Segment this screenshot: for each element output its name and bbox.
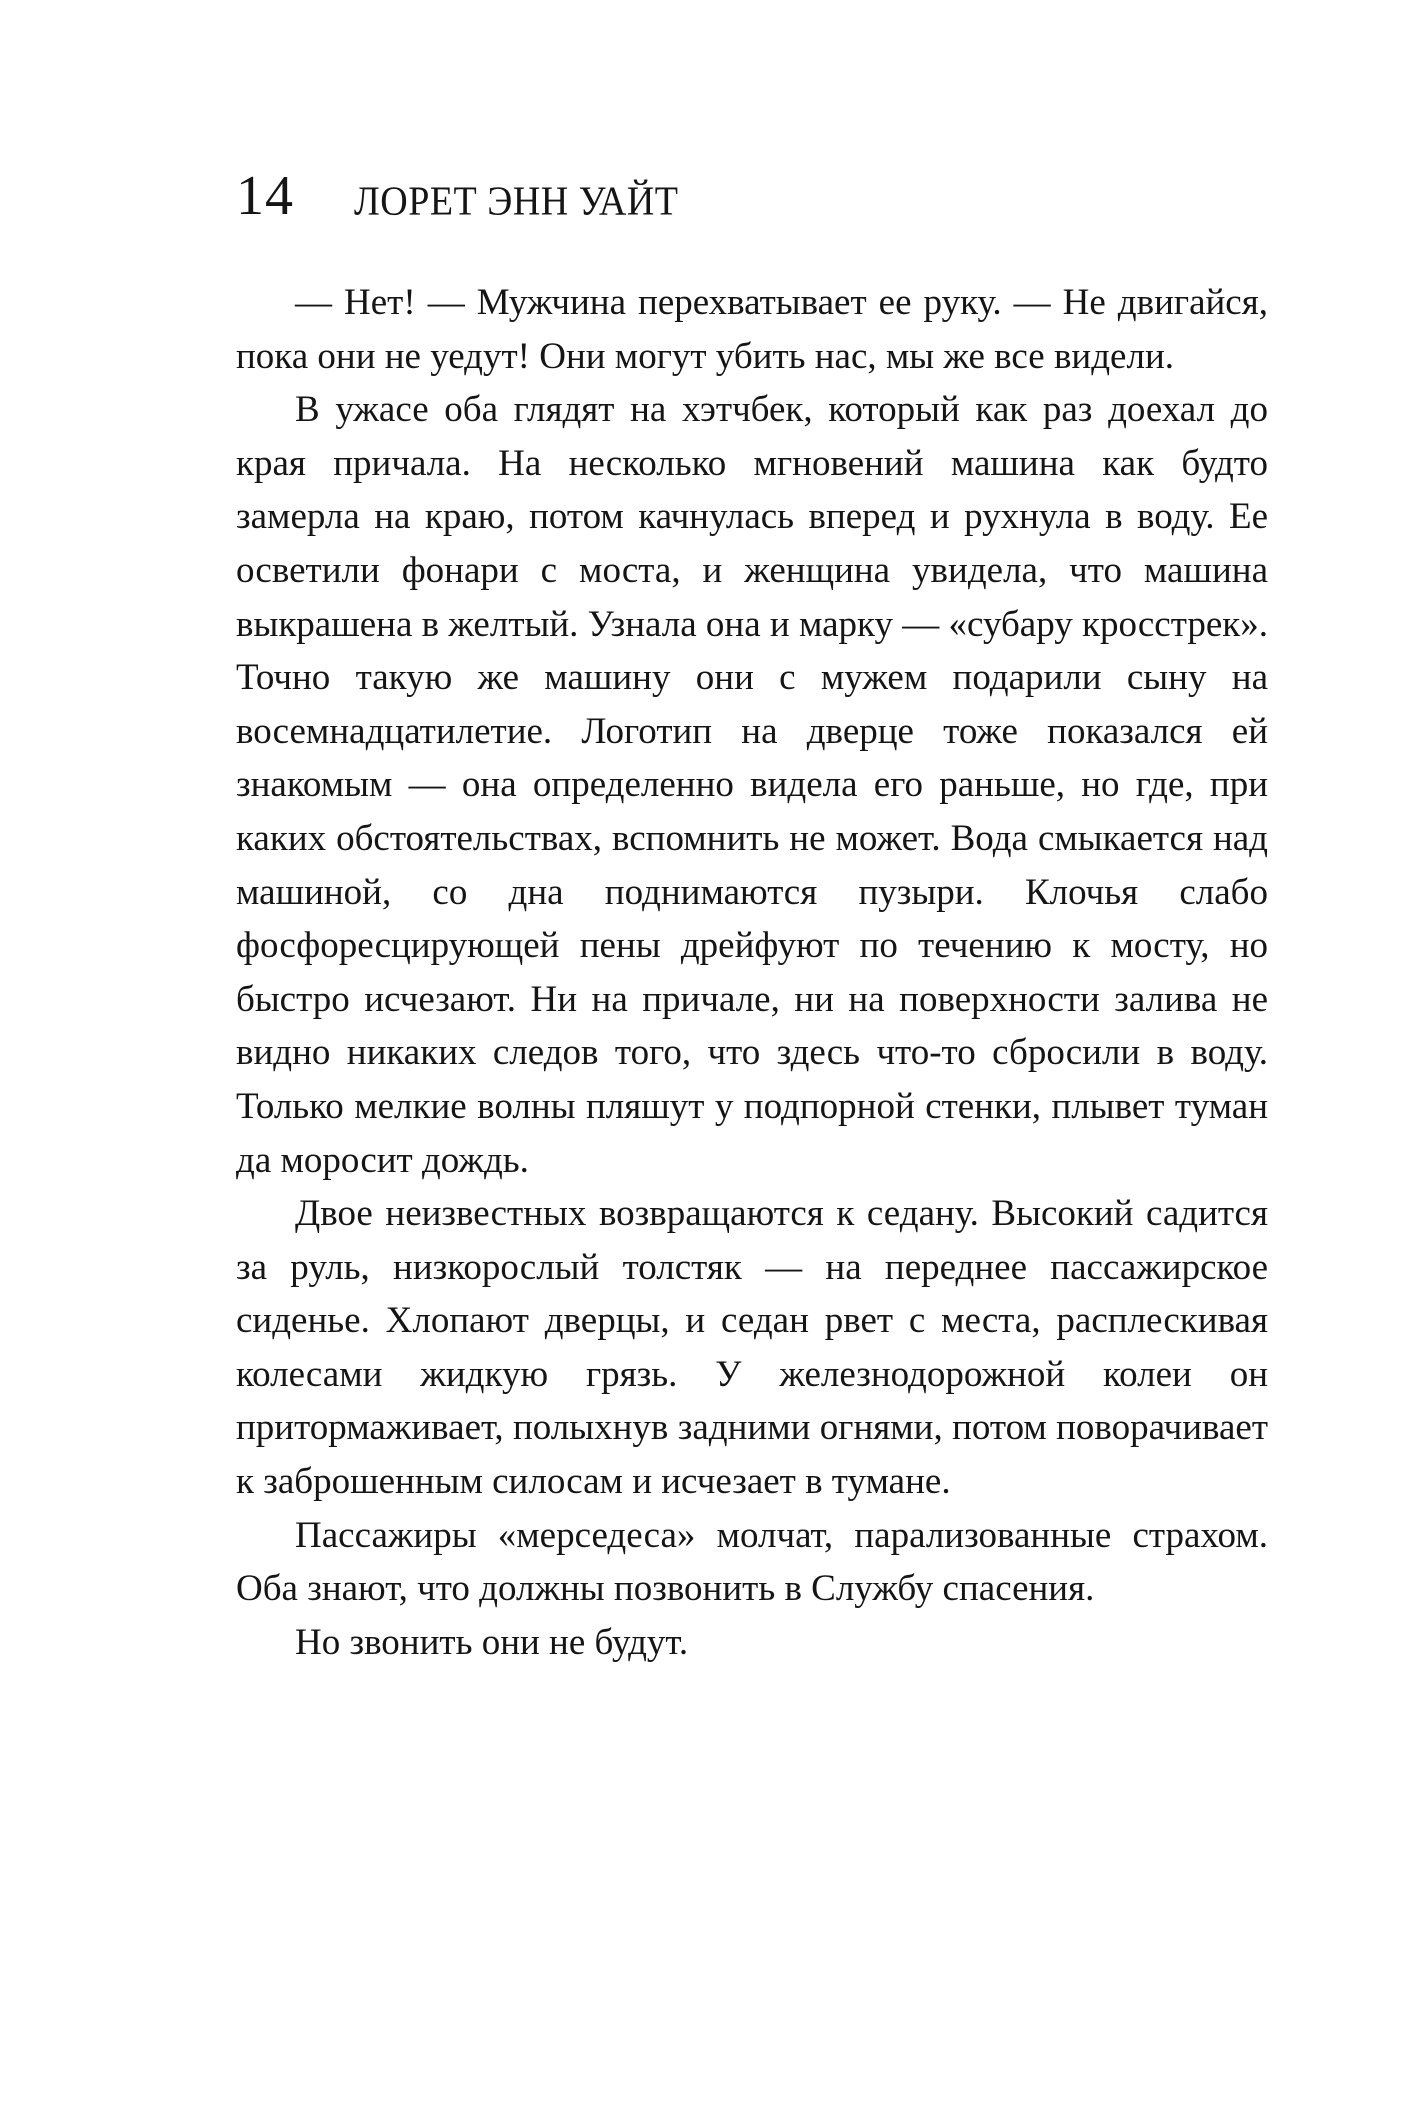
page-number: 14 bbox=[236, 165, 294, 227]
paragraph: — Нет! — Мужчина перехватывает ее руку. — Не двигайся, пока они не уедут! Они могут убить нас, мы же все видели. bbox=[236, 282, 1268, 377]
body-text bbox=[236, 276, 1268, 1669]
running-head-author: ЛОРЕТ ЭНН УАЙТ bbox=[354, 179, 679, 225]
paragraph: В ужасе оба глядят на хэтчбек, который как раз доехал до края причала. На несколько мгновений машина как будто замерла на краю, потом качнулась вперед и рухнула в воду. Ее осветили фонари с моста, и женщина увидела, что машина выкрашена в желтый. Узнала она и марку — «субару кросстрек». Точно такую же машину они с мужем подарили сыну на восемнадцатилетие. Логотип на дверце тоже показался ей знакомым — она определенно видела его раньше, но где, при каких обстоятельствах, вспомнить не может. Вода смыкается над машиной, со дна поднимаются пузыри. Клочья слабо фосфоресцирующей пены дрейфуют по течению к мосту, но быстро исчезают. Ни на причале, ни на поверхности залива не видно никаких следов того, что здесь что-то сбросили в воду. Только мелкие волны пляшут у подпорной стенки, плывет туман да моросит дождь. bbox=[236, 389, 1268, 1181]
running-head bbox=[236, 160, 1276, 240]
paragraph: Пассажиры «мерседеса» молчат, парализованные страхом. Оба знают, что должны позвонить в Службу спасения. bbox=[236, 1514, 1268, 1610]
paragraph: Но звонить они не будут. bbox=[295, 1621, 689, 1663]
paragraph: Двое неизвестных возвращаются к седану. Высокий садится за руль, низкорослый толстяк — на переднее пассажирское сиденье. Хлопают дверцы, и седан рвет с места, расплескивая колесами жидкую грязь. У железнодорожной колеи он притормаживает, полыхнув задними огнями, потом поворачивает к заброшенным силосам и исчезает в тумане. bbox=[236, 1193, 1268, 1503]
